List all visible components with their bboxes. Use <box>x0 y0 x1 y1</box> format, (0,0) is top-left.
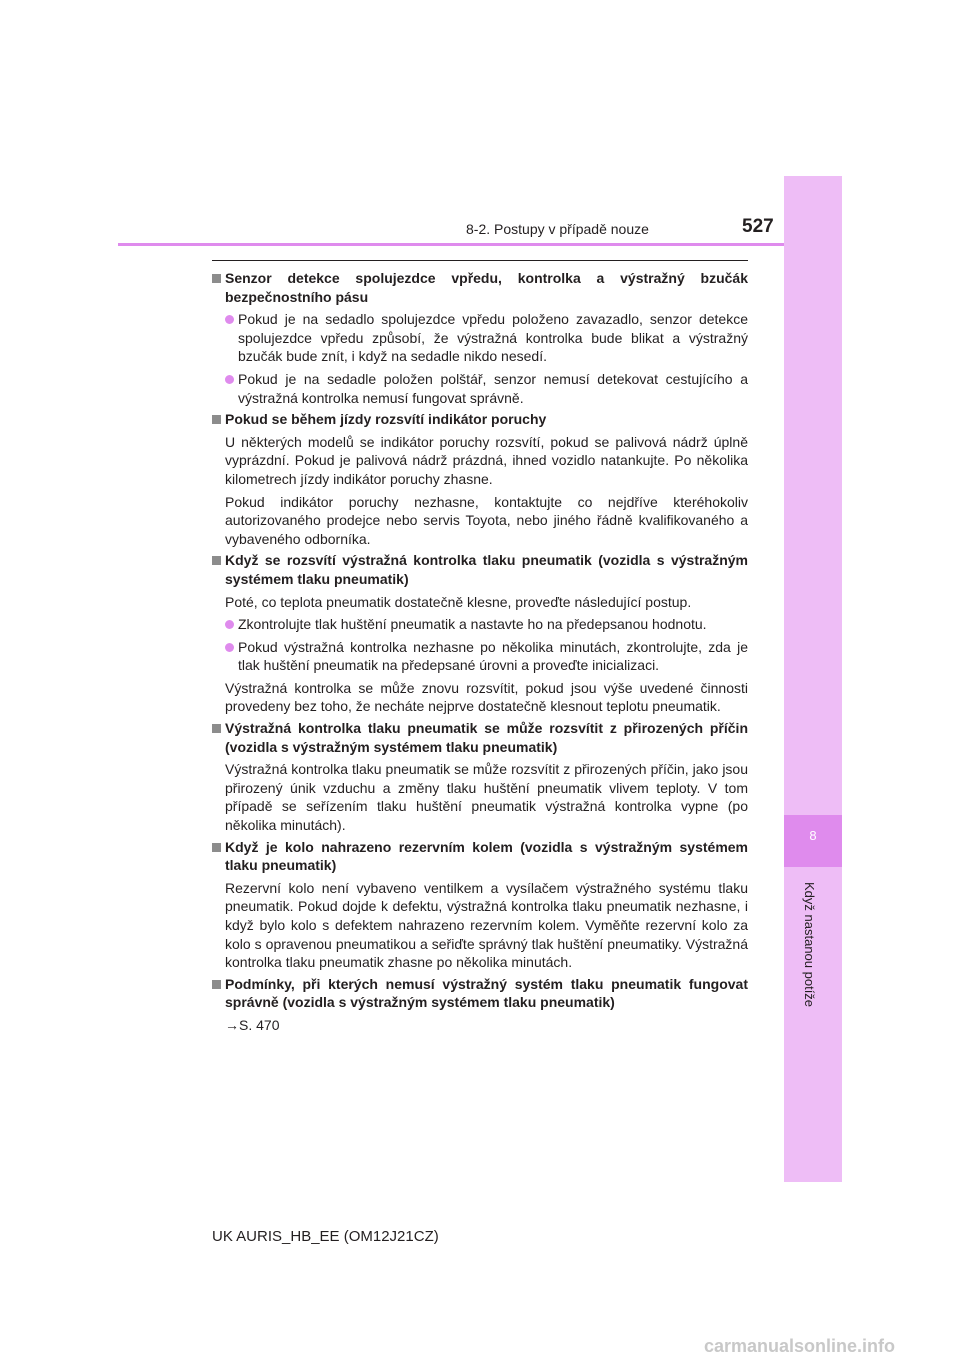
square-bullet-icon <box>212 724 221 733</box>
circle-bullet-icon <box>225 315 234 324</box>
bullet-item: Pokud je na sedadle položen polštář, senzor nemusí detekovat cestujícího a výstražná kontrolka nemusí fungovat správně. <box>212 370 748 407</box>
section-heading: Senzor detekce spolujezdce vpředu, kontrolka a výstražný bzučák bezpečnostního pásu <box>212 269 748 306</box>
circle-bullet-icon <box>225 375 234 384</box>
paragraph: Výstražná kontrolka se může znovu rozsvítit, pokud jsou výše uvedené činnosti provedeny bez toho, že necháte nejprve dostatečně klesnout teplotu pneumatik. <box>225 679 748 715</box>
page-reference-link[interactable]: →S. 470 <box>225 1016 280 1033</box>
document-code: UK AURIS_HB_EE (OM12J21CZ) <box>212 1228 439 1245</box>
paragraph: U některých modelů se indikátor poruchy rozsvítí, pokud se palivová nádrž úplně vyprázdní. Pokud je palivová nádrž prázdná, ihned vozidlo natankujte. Po několika kilometrech jízdy indikátor poruchy zhasne. <box>225 433 748 487</box>
section-heading: Výstražná kontrolka tlaku pneumatik se může rozsvítit z přirozených příčin (vozidla s výstražným systémem tlaku pneumatik) <box>212 719 748 756</box>
square-bullet-icon <box>212 843 221 852</box>
watermark: carmanualsonline.info <box>704 1336 896 1356</box>
page-content <box>212 266 748 1035</box>
header-rule <box>118 243 784 246</box>
paragraph: Rezervní kolo není vybaveno ventilkem a vysílačem výstražného systému tlaku pneumatik. Pokud dojde k defektu, výstražná kontrolka tlaku pneumatik nezhasne, i když bylo kolo s defektem nahrazeno rezervním kolem. Vyměňte rezervní kolo za kolo s opravenou pneumatikou a seřiďte správný tlak huštění pneumatiky. Výstražná kontrolka tlaku pneumatik zhasne po několika minutách. <box>225 879 748 971</box>
bullet-item: Pokud je na sedadlo spolujezdce vpředu položeno zavazadlo, senzor detekce spolujezdce vpředu způsobí, že výstražná kontrolka bude blikat a výstražný bzučák bude znít, i když na sedadle nikdo nesedí. <box>212 310 748 366</box>
chapter-number-tab[interactable] <box>784 815 842 867</box>
chapter-title-tab <box>790 880 836 1020</box>
square-bullet-icon <box>212 415 221 424</box>
paragraph: Výstražná kontrolka tlaku pneumatik se může rozsvítit z přirozených příčin, jako jsou přirozený únik vzduchu a změny tlaku huštění pneumatik vlivem teploty. V tom případě se seřízením tlaku huštění pneumatik výstražná kontrolka vypne (po několika minutách). <box>225 761 748 834</box>
bullet-item: Pokud výstražná kontrolka nezhasne po několika minutách, zkontrolujte, zda je tlak huštění pneumatik na předepsané úrovni a proveďte inicializaci. <box>212 638 748 675</box>
bullet-item: Zkontrolujte tlak huštění pneumatik a nastavte ho na předepsanou hodnotu. <box>212 615 748 634</box>
paragraph: Pokud indikátor poruchy nezhasne, kontaktujte co nejdříve kteréhokoliv autorizovaného prodejce nebo servis Toyota, nebo jiného řádně kvalifikovaného a vybaveného odborníka. <box>225 493 748 547</box>
content-top-rule <box>212 260 748 261</box>
section-heading: Pokud se během jízdy rozsvítí indikátor poruchy <box>212 410 748 429</box>
square-bullet-icon <box>212 556 221 565</box>
chapter-title: Když nastanou potíže <box>802 882 817 1008</box>
chapter-number: 8 <box>809 828 817 843</box>
circle-bullet-icon <box>225 643 234 652</box>
square-bullet-icon <box>212 980 221 989</box>
square-bullet-icon <box>212 274 221 283</box>
page-number: 527 <box>742 216 774 237</box>
chapter-side-strip <box>784 176 842 1182</box>
section-heading: Když se rozsvítí výstražná kontrolka tlaku pneumatik (vozidla s výstražným systémem tlaku pneumatik) <box>212 551 748 588</box>
circle-bullet-icon <box>225 620 234 629</box>
paragraph: Poté, co teplota pneumatik dostatečně klesne, proveďte následující postup. <box>225 593 692 610</box>
section-heading: Když je kolo nahrazeno rezervním kolem (vozidla s výstražným systémem tlaku pneumatik) <box>212 838 748 875</box>
section-title: 8-2. Postupy v případě nouze <box>466 221 649 237</box>
section-heading: Podmínky, při kterých nemusí výstražný systém tlaku pneumatik fungovat správně (vozidla s výstražným systémem tlaku pneumatik) <box>212 975 748 1012</box>
